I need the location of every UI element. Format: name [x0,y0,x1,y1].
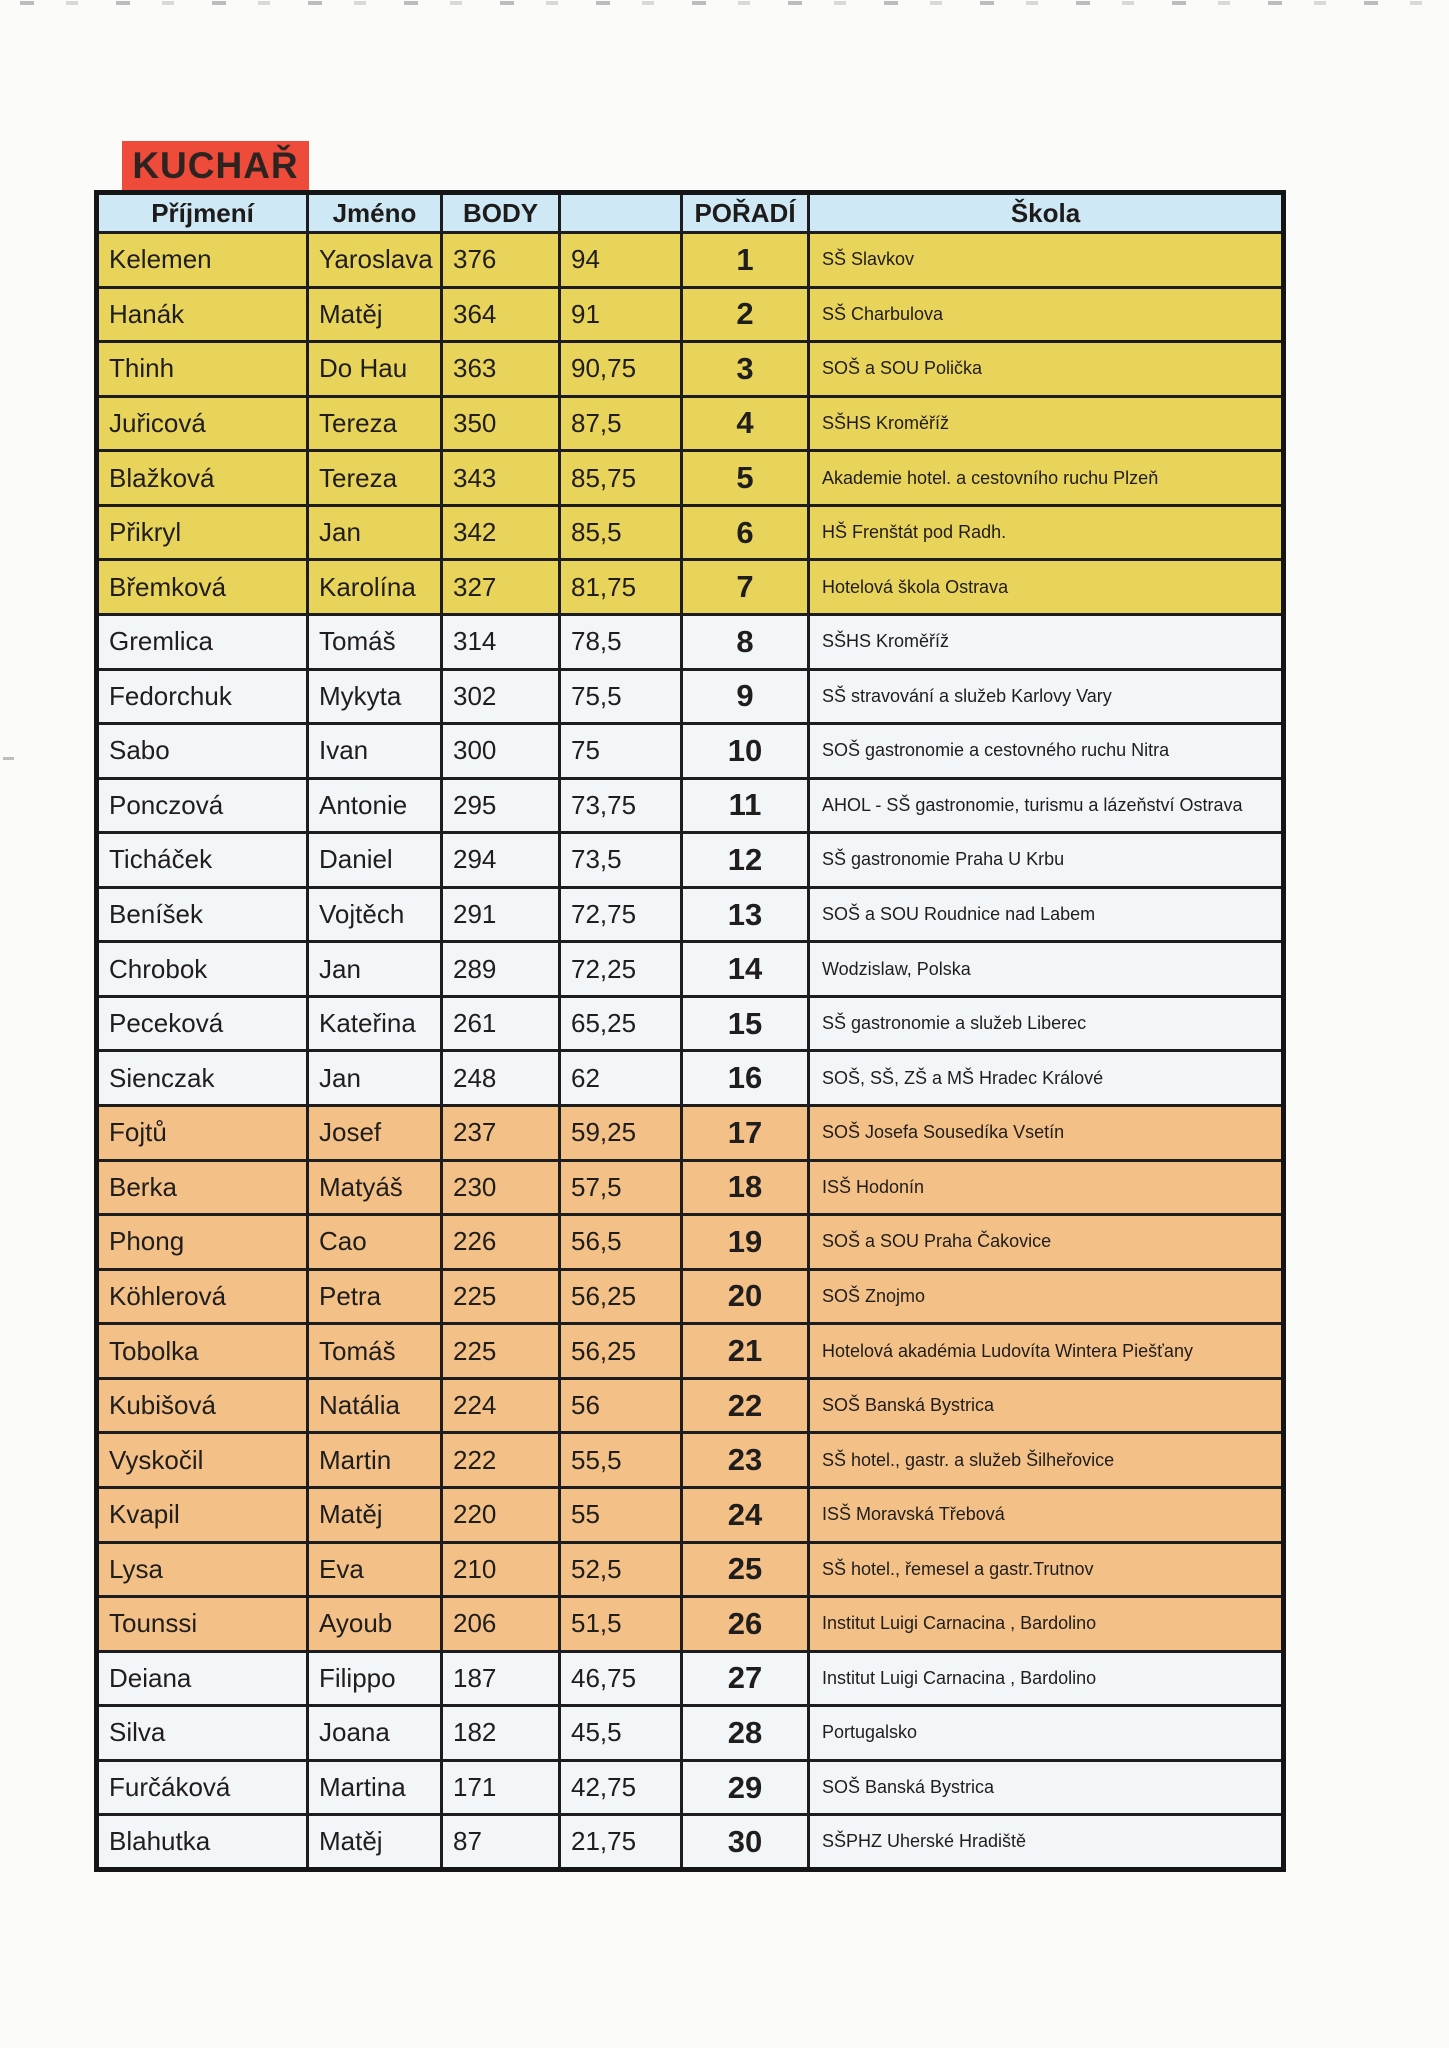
rank-cell: 2 [682,287,809,342]
table-row [97,1269,1284,1324]
surname-cell: Tobolka [97,1324,308,1379]
table-row [97,887,1284,942]
school-cell: Hotelová akadémia Ludovíta Wintera Piešťany [809,1324,1284,1379]
percent-cell: 73,75 [560,778,682,833]
table-row [97,1051,1284,1106]
surname-cell: Silva [97,1706,308,1761]
first-name-cell: Tomáš [308,614,442,669]
table-row [97,342,1284,397]
points-cell: 295 [442,778,560,833]
percent-cell: 87,5 [560,396,682,451]
points-cell: 226 [442,1215,560,1270]
first-name-cell: Do Hau [308,342,442,397]
points-cell: 350 [442,396,560,451]
school-cell: Akademie hotel. a cestovního ruchu Plzeň [809,451,1284,506]
percent-cell: 59,25 [560,1106,682,1161]
percent-cell: 85,5 [560,505,682,560]
surname-cell: Přikryl [97,505,308,560]
school-cell: AHOL - SŠ gastronomie, turismu a lázeňství Ostrava [809,778,1284,833]
points-cell: 225 [442,1324,560,1379]
table-row [97,1324,1284,1379]
rank-cell: 16 [682,1051,809,1106]
points-cell: 206 [442,1597,560,1652]
surname-cell: Tounssi [97,1597,308,1652]
surname-cell: Kubišová [97,1378,308,1433]
school-cell: SŠ gastronomie a služeb Liberec [809,996,1284,1051]
percent-cell: 78,5 [560,614,682,669]
surname-cell: Köhlerová [97,1269,308,1324]
points-cell: 291 [442,887,560,942]
rank-cell: 21 [682,1324,809,1379]
rank-cell: 8 [682,614,809,669]
first-name-cell: Tomáš [308,1324,442,1379]
school-cell: SOŠ a SOU Praha Čakovice [809,1215,1284,1270]
table-row [97,396,1284,451]
points-cell: 343 [442,451,560,506]
points-cell: 294 [442,833,560,888]
percent-cell: 56,25 [560,1324,682,1379]
surname-cell: Ponczová [97,778,308,833]
table-row [97,505,1284,560]
school-cell: SŠ stravování a služeb Karlovy Vary [809,669,1284,724]
surname-cell: Vyskočil [97,1433,308,1488]
rank-cell: 22 [682,1378,809,1433]
header-surname: Příjmení [97,193,308,233]
rank-cell: 29 [682,1760,809,1815]
percent-cell: 45,5 [560,1706,682,1761]
points-cell: 342 [442,505,560,560]
points-cell: 220 [442,1487,560,1542]
school-cell: ISŠ Moravská Třebová [809,1487,1284,1542]
table-row [97,1106,1284,1161]
surname-cell: Blahutka [97,1815,308,1870]
header-points: BODY [442,193,560,233]
rank-cell: 6 [682,505,809,560]
school-cell: SOŠ a SOU Polička [809,342,1284,397]
surname-cell: Berka [97,1160,308,1215]
percent-cell: 73,5 [560,833,682,888]
school-cell: SŠ Slavkov [809,233,1284,288]
school-cell: SŠ hotel., gastr. a služeb Šilheřovice [809,1433,1284,1488]
table-row [97,1160,1284,1215]
rank-cell: 15 [682,996,809,1051]
table-row [97,1215,1284,1270]
points-cell: 289 [442,942,560,997]
school-cell: SŠ Charbulova [809,287,1284,342]
percent-cell: 85,75 [560,451,682,506]
rank-cell: 4 [682,396,809,451]
first-name-cell: Ayoub [308,1597,442,1652]
header-first-name: Jméno [308,193,442,233]
first-name-cell: Vojtěch [308,887,442,942]
percent-cell: 90,75 [560,342,682,397]
table-row [97,833,1284,888]
points-cell: 314 [442,614,560,669]
rank-cell: 19 [682,1215,809,1270]
percent-cell: 55 [560,1487,682,1542]
rank-cell: 5 [682,451,809,506]
table-row [97,1542,1284,1597]
first-name-cell: Filippo [308,1651,442,1706]
surname-cell: Blažková [97,451,308,506]
percent-cell: 42,75 [560,1760,682,1815]
percent-cell: 56,5 [560,1215,682,1270]
rank-cell: 24 [682,1487,809,1542]
points-cell: 302 [442,669,560,724]
points-cell: 87 [442,1815,560,1870]
surname-cell: Beníšek [97,887,308,942]
points-cell: 222 [442,1433,560,1488]
first-name-cell: Antonie [308,778,442,833]
surname-cell: Fojtů [97,1106,308,1161]
points-cell: 182 [442,1706,560,1761]
points-cell: 364 [442,287,560,342]
rank-cell: 27 [682,1651,809,1706]
points-cell: 248 [442,1051,560,1106]
first-name-cell: Tereza [308,396,442,451]
rank-cell: 23 [682,1433,809,1488]
percent-cell: 75 [560,724,682,779]
percent-cell: 21,75 [560,1815,682,1870]
first-name-cell: Matyáš [308,1160,442,1215]
first-name-cell: Matěj [308,1487,442,1542]
first-name-cell: Cao [308,1215,442,1270]
first-name-cell: Yaroslava [308,233,442,288]
first-name-cell: Josef [308,1106,442,1161]
first-name-cell: Natália [308,1378,442,1433]
first-name-cell: Joana [308,1706,442,1761]
table-row [97,287,1284,342]
school-cell: SOŠ gastronomie a cestovného ruchu Nitra [809,724,1284,779]
school-cell: ISŠ Hodonín [809,1160,1284,1215]
table-row [97,1760,1284,1815]
percent-cell: 94 [560,233,682,288]
school-cell: SŠHS Kroměříž [809,614,1284,669]
table-row [97,1815,1284,1870]
surname-cell: Thinh [97,342,308,397]
first-name-cell: Martin [308,1433,442,1488]
rank-cell: 10 [682,724,809,779]
first-name-cell: Jan [308,505,442,560]
points-cell: 171 [442,1760,560,1815]
first-name-cell: Tereza [308,451,442,506]
table-row [97,1706,1284,1761]
scan-artifact-top [20,1,1449,5]
surname-cell: Kelemen [97,233,308,288]
school-cell: Institut Luigi Carnacina , Bardolino [809,1651,1284,1706]
percent-cell: 52,5 [560,1542,682,1597]
surname-cell: Fedorchuk [97,669,308,724]
points-cell: 300 [442,724,560,779]
rank-cell: 12 [682,833,809,888]
points-cell: 363 [442,342,560,397]
rank-cell: 26 [682,1597,809,1652]
percent-cell: 72,25 [560,942,682,997]
first-name-cell: Karolína [308,560,442,615]
points-cell: 376 [442,233,560,288]
school-cell: SŠHS Kroměříž [809,396,1284,451]
school-cell: SOŠ Znojmo [809,1269,1284,1324]
surname-cell: Phong [97,1215,308,1270]
results-table [94,190,1286,1872]
table-row [97,724,1284,779]
school-cell: Portugalsko [809,1706,1284,1761]
table-row [97,451,1284,506]
percent-cell: 62 [560,1051,682,1106]
points-cell: 230 [442,1160,560,1215]
points-cell: 187 [442,1651,560,1706]
first-name-cell: Mykyta [308,669,442,724]
percent-cell: 56,25 [560,1269,682,1324]
rank-cell: 25 [682,1542,809,1597]
percent-cell: 51,5 [560,1597,682,1652]
surname-cell: Břemková [97,560,308,615]
scan-artifact-left [3,757,14,760]
table-row [97,1597,1284,1652]
first-name-cell: Matěj [308,1815,442,1870]
first-name-cell: Eva [308,1542,442,1597]
rank-cell: 17 [682,1106,809,1161]
rank-cell: 28 [682,1706,809,1761]
table-row [97,560,1284,615]
percent-cell: 65,25 [560,996,682,1051]
table-row [97,614,1284,669]
percent-cell: 55,5 [560,1433,682,1488]
table-row [97,996,1284,1051]
school-cell: SŠ gastronomie Praha U Krbu [809,833,1284,888]
rank-cell: 14 [682,942,809,997]
percent-cell: 57,5 [560,1160,682,1215]
surname-cell: Peceková [97,996,308,1051]
points-cell: 261 [442,996,560,1051]
school-cell: Institut Luigi Carnacina , Bardolino [809,1597,1284,1652]
surname-cell: Ticháček [97,833,308,888]
rank-cell: 1 [682,233,809,288]
percent-cell: 56 [560,1378,682,1433]
school-cell: SOŠ Banská Bystrica [809,1760,1284,1815]
rank-cell: 18 [682,1160,809,1215]
rank-cell: 30 [682,1815,809,1870]
points-cell: 225 [442,1269,560,1324]
percent-cell: 91 [560,287,682,342]
table-row [97,942,1284,997]
first-name-cell: Jan [308,1051,442,1106]
surname-cell: Hanák [97,287,308,342]
surname-cell: Chrobok [97,942,308,997]
table-row [97,1433,1284,1488]
surname-cell: Juřicová [97,396,308,451]
first-name-cell: Jan [308,942,442,997]
rank-cell: 11 [682,778,809,833]
school-cell: SOŠ Josefa Sousedíka Vsetín [809,1106,1284,1161]
school-cell: SŠ hotel., řemesel a gastr.Trutnov [809,1542,1284,1597]
points-cell: 237 [442,1106,560,1161]
first-name-cell: Kateřina [308,996,442,1051]
percent-cell: 75,5 [560,669,682,724]
page-title: KUCHAŘ [122,141,309,190]
first-name-cell: Ivan [308,724,442,779]
surname-cell: Sabo [97,724,308,779]
table-row [97,778,1284,833]
first-name-cell: Martina [308,1760,442,1815]
table-row [97,669,1284,724]
school-cell: SOŠ a SOU Roudnice nad Labem [809,887,1284,942]
school-cell: SOŠ, SŠ, ZŠ a MŠ Hradec Králové [809,1051,1284,1106]
points-cell: 210 [442,1542,560,1597]
table-row [97,1378,1284,1433]
school-cell: SOŠ Banská Bystrica [809,1378,1284,1433]
surname-cell: Deiana [97,1651,308,1706]
percent-cell: 72,75 [560,887,682,942]
school-cell: SŠPHZ Uherské Hradiště [809,1815,1284,1870]
first-name-cell: Petra [308,1269,442,1324]
school-cell: Hotelová škola Ostrava [809,560,1284,615]
table-row [97,233,1284,288]
first-name-cell: Daniel [308,833,442,888]
points-cell: 327 [442,560,560,615]
rank-cell: 13 [682,887,809,942]
surname-cell: Gremlica [97,614,308,669]
first-name-cell: Matěj [308,287,442,342]
percent-cell: 46,75 [560,1651,682,1706]
surname-cell: Lysa [97,1542,308,1597]
header-rank: POŘADÍ [682,193,809,233]
rank-cell: 9 [682,669,809,724]
school-cell: Wodzislaw, Polska [809,942,1284,997]
percent-cell: 81,75 [560,560,682,615]
surname-cell: Furčáková [97,1760,308,1815]
table-row [97,1487,1284,1542]
school-cell: HŠ Frenštát pod Radh. [809,505,1284,560]
surname-cell: Sienczak [97,1051,308,1106]
rank-cell: 20 [682,1269,809,1324]
header-row [97,193,1284,233]
rank-cell: 7 [682,560,809,615]
rank-cell: 3 [682,342,809,397]
table-row [97,1651,1284,1706]
header-percent [560,193,682,233]
surname-cell: Kvapil [97,1487,308,1542]
points-cell: 224 [442,1378,560,1433]
header-school: Škola [809,193,1284,233]
